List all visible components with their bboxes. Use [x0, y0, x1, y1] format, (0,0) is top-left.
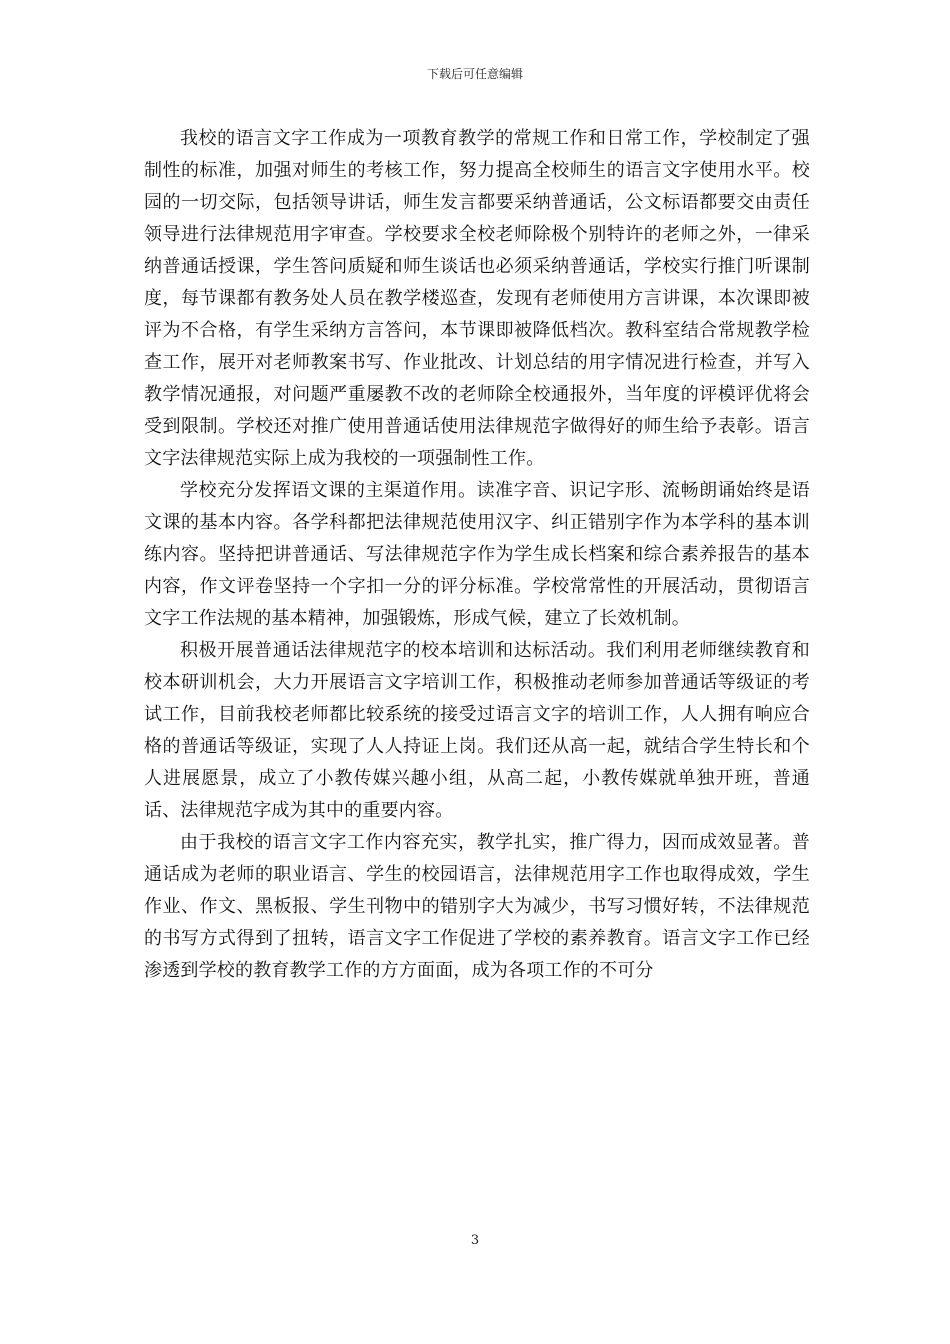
paragraph-3: 积极开展普通话法律规范字的校本培训和达标活动。我们利用老师继续教育和校本研训机会，大力开展语言文字培训工作，积极推动老师参加普通话等级证的考试工作，目前我校老师都比较系统的接受过语言文字的培训工作，人人拥有响应合格的普通话等级证，实现了人人持证上岗。我们还从高一起，就结合学生特长和个人进展愿景，成立了小教传媒兴趣小组，从高二起，小教传媒就单独开班，普通话、法律规范字成为其中的重要内容。 — [144, 640, 810, 821]
page-number: 3 — [470, 1233, 480, 1248]
paragraph-4: 由于我校的语言文字工作内容充实，教学扎实，推广得力，因而成效显著。普通话成为老师的职业语言、学生的校园语言，法律规范用字工作也取得成效，学生作业、作文、黑板报、学生刊物中的错别字大为减少，书写习惯好转，不法律规范的书写方式得到了扭转，语言文字工作促进了学校的素养教育。语言文字工作已经渗透到学校的教育教学工作的方方面面，成为各项工作的不可分 — [144, 832, 810, 981]
page-header: 下载后可任意编辑 — [426, 67, 523, 81]
paragraph-2: 学校充分发挥语文课的主渠道作用。读准字音、识记字形、流畅朗诵始终是语文课的基本内容。各学科都把法律规范使用汉字、纠正错别字作为本学科的基本训练内容。坚持把讲普通话、写法律规范字作为学生成长档案和综合素养报告的基本内容，作文评卷坚持一个字扣一分的评分标准。学校常常性的开展活动，贯彻语言文字工作法规的基本精神，加强锻炼，形成气候，建立了长效机制。 — [144, 480, 810, 629]
document-body — [144, 123, 810, 987]
paragraph-1: 我校的语言文字工作成为一项教育教学的常规工作和日常工作，学校制定了强制性的标准，加强对师生的考核工作，努力提高全校师生的语言文字使用水平。校园的一切交际，包括领导讲话，师生发言都要采纳普通话，公文标语都要交由责任领导进行法律规范用字审查。学校要求全校老师除极个别特许的老师之外，一律采纳普通话授课，学生答问质疑和师生谈话也必须采纳普通话，学校实行推门听课制度，每节课都有教务处人员在教学楼巡查，发现有老师使用方言讲课，本次课即被评为不合格，有学生采纳方言答问，本节课即被降低档次。教科室结合常规教学检查工作，展开对老师教案书写、作业批改、计划总结的用字情况进行检查，并写入教学情况通报，对问题严重屡教不改的老师除全校通报外，当年度的评模评优将会受到限制。学校还对推广使用普通话使用法律规范字做得好的师生给予表彰。语言文字法律规范实际上成为我校的一项强制性工作。 — [144, 128, 810, 469]
